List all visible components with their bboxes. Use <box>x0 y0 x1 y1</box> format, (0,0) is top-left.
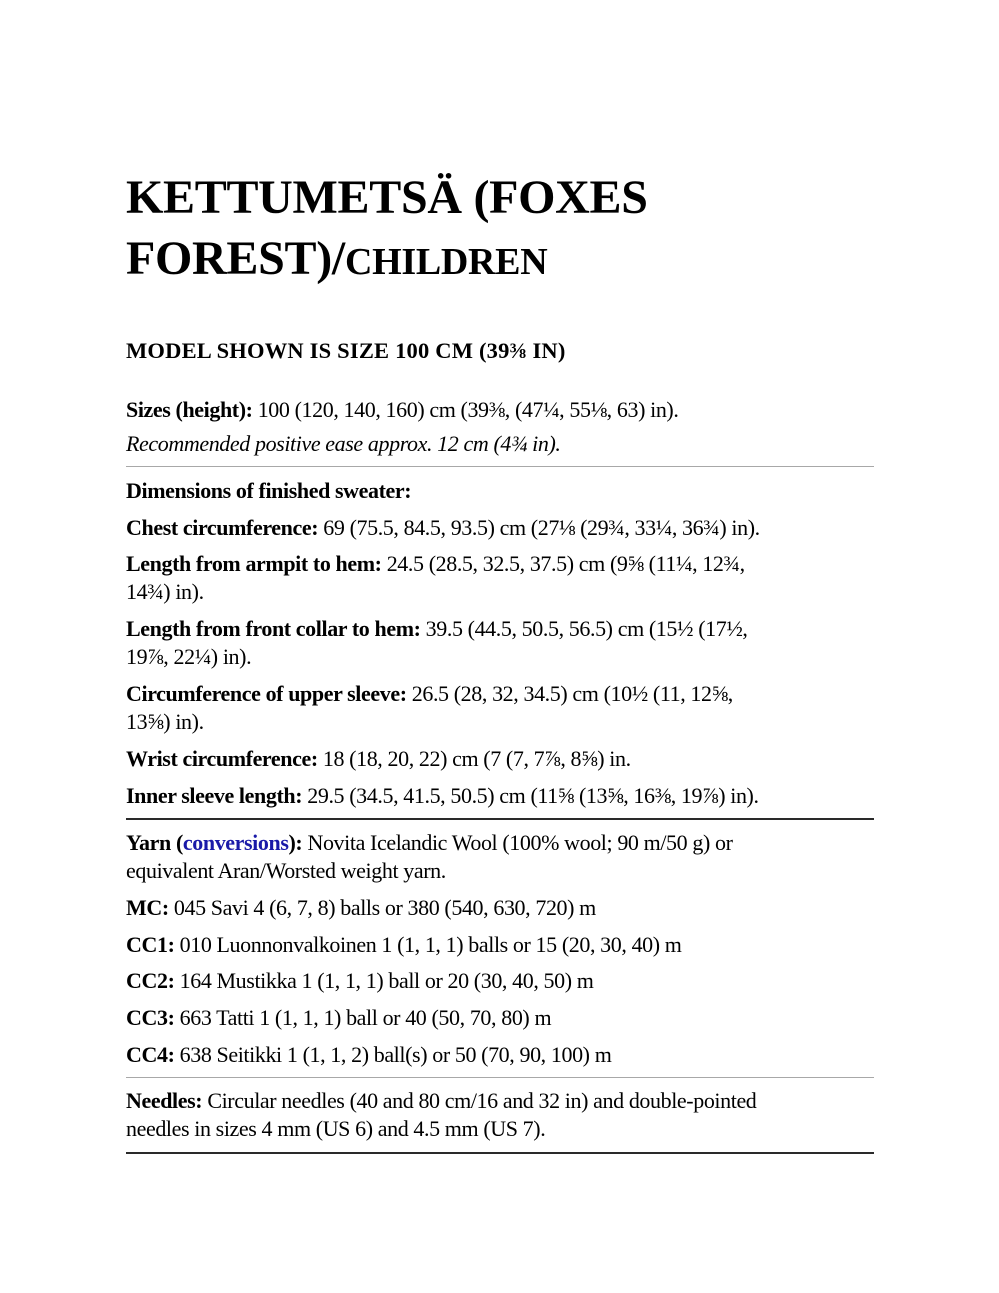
dimension-label: Length from armpit to hem: <box>126 551 382 576</box>
dimension-value-cont: 13⅝) in). <box>126 709 204 734</box>
conversions-link[interactable]: conversions <box>182 830 289 855</box>
yarn-color-value: 638 Seitikki 1 (1, 1, 2) ball(s) or 50 (70, 90, 100) m <box>174 1042 612 1067</box>
yarn-color-label: CC2: <box>126 968 175 993</box>
dimension-label: Inner sleeve length: <box>126 783 303 808</box>
yarn-color-item <box>126 894 874 922</box>
title-line-1: KETTUMETSÄ (FOXES <box>126 171 648 224</box>
dimension-value-cont: 14¾) in). <box>126 579 204 604</box>
dimension-value: 18 (18, 20, 22) cm (7 (7, 7⅞, 8⅝) in. <box>317 746 631 771</box>
yarn-label-start: Yarn ( <box>126 830 183 855</box>
yarn-label-end: ): <box>288 830 303 855</box>
sizes-value: 100 (120, 140, 160) cm (39⅜, (47¼, 55⅛, 63) in). <box>252 397 679 422</box>
sizes-line <box>126 396 874 424</box>
needles-value-cont: needles in sizes 4 mm (US 6) and 4.5 mm (US 7). <box>126 1116 546 1141</box>
dimension-value: 69 (75.5, 84.5, 93.5) cm (27⅛ (29¾, 33¼, 36¾) in). <box>318 515 760 540</box>
yarn-value: Novita Icelandic Wool (100% wool; 90 m/50 g) or <box>302 830 733 855</box>
dimension-item <box>126 550 874 606</box>
dimension-item <box>126 680 874 736</box>
dimension-label: Wrist circumference: <box>126 746 318 771</box>
dimension-value: 24.5 (28.5, 32.5, 37.5) cm (9⅝ (11¼, 12¾, <box>381 551 745 576</box>
dimension-value: 29.5 (34.5, 41.5, 50.5) cm (11⅝ (13⅝, 16⅜, 19⅞) in). <box>302 783 759 808</box>
yarn-color-item <box>126 1041 874 1069</box>
dimension-label: Length from front collar to hem: <box>126 616 421 641</box>
sizes-label: Sizes (height): <box>126 397 253 422</box>
yarn-color-value: 164 Mustikka 1 (1, 1, 1) ball or 20 (30, 40, 50) m <box>174 968 594 993</box>
divider <box>126 1077 874 1078</box>
dimension-label: Chest circumference: <box>126 515 319 540</box>
yarn-color-item <box>126 931 874 959</box>
divider-thick <box>126 818 874 820</box>
yarn-color-item <box>126 1004 874 1032</box>
yarn-line <box>126 829 874 885</box>
dimensions-heading <box>126 477 874 505</box>
dimension-item <box>126 615 874 671</box>
yarn-value-cont: equivalent Aran/Worsted weight yarn. <box>126 858 446 883</box>
divider <box>126 466 874 467</box>
yarn-color-label: MC: <box>126 895 169 920</box>
yarn-color-label: CC4: <box>126 1042 175 1067</box>
title-line-2: FOREST)/ <box>126 232 345 285</box>
yarn-color-label: CC1: <box>126 932 175 957</box>
dimension-label: Circumference of upper sleeve: <box>126 681 407 706</box>
yarn-color-value: 045 Savi 4 (6, 7, 8) balls or 380 (540, 630, 720) m <box>168 895 596 920</box>
yarn-color-item <box>126 967 874 995</box>
needles-line <box>126 1087 874 1143</box>
divider-thick <box>126 1152 874 1154</box>
yarn-color-value: 663 Tatti 1 (1, 1, 1) ball or 40 (50, 70, 80) m <box>174 1005 552 1030</box>
needles-value: Circular needles (40 and 80 cm/16 and 32 in) and double-pointed <box>202 1088 757 1113</box>
yarn-color-value: 010 Luonnonvalkoinen 1 (1, 1, 1) balls or 15 (20, 30, 40) m <box>174 932 682 957</box>
dimensions-heading-text: Dimensions of finished sweater: <box>126 478 412 503</box>
model-size-heading: MODEL SHOWN IS SIZE 100 CM (39⅜ IN) <box>126 338 566 363</box>
ease-note: Recommended positive ease approx. 12 cm (4¾ in). <box>126 431 561 456</box>
dimension-item <box>126 782 874 810</box>
dimension-item <box>126 745 874 773</box>
dimension-value: 26.5 (28, 32, 34.5) cm (10½ (11, 12⅝, <box>406 681 733 706</box>
dimension-value-cont: 19⅞, 22¼) in). <box>126 644 252 669</box>
needles-label: Needles: <box>126 1088 203 1113</box>
yarn-color-label: CC3: <box>126 1005 175 1030</box>
dimension-value: 39.5 (44.5, 50.5, 56.5) cm (15½ (17½, <box>420 616 748 641</box>
dimension-item <box>126 514 874 542</box>
title-line-2-small: CHILDREN <box>344 241 548 283</box>
page-title <box>126 167 874 293</box>
